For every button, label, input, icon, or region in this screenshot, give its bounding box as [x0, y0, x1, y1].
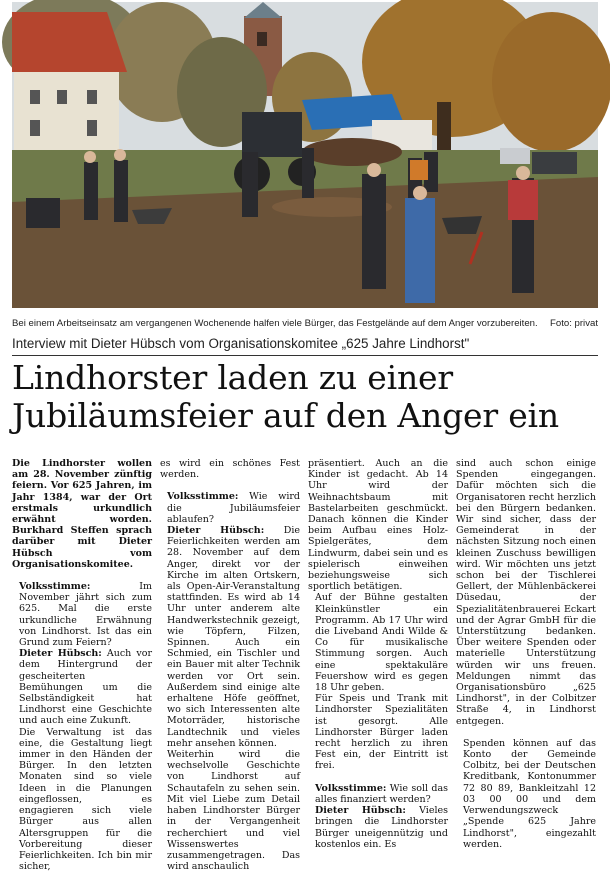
body-paragraph: Weiterhin wird die wechselvolle Geschichte von Lindhorst auf Schautafeln zu sehen sein. Mit viel Liebe zum Detail haben Lindhorster Bürger in der Vergangenheit recherchiert und viel Wissenswertes zusammengetragen. Das wird anschaulich	[167, 749, 300, 872]
question-text: Im November jährt sich zum 625. Mal die erste urkundliche Erwähnung von Lindhorst. Ist das ein Grund zum Feiern?	[19, 581, 152, 649]
answer-text: Auch vor dem Hintergrund der gescheiterten Bemühungen um die Selbständigkeit hat Lindhorst eine Geschichte und auch eine Zukunft.	[19, 648, 152, 727]
body-paragraph: Spenden können auf das Konto der Gemeinde Colbitz, bei der Deutschen Kreditbank, Kontonummer 72 80 89, Bankleitzahl 12 03 00 00 und dem Verwendungszweck „Spende 625 Jahre Lindhorst", eingezahlt werden.	[463, 737, 596, 850]
article-column-1	[12, 458, 152, 872]
article-column-4	[456, 458, 596, 850]
headline	[12, 359, 598, 435]
question-paragraph	[308, 783, 448, 805]
body-paragraph: es wird ein schönes Fest werden.	[160, 458, 300, 481]
question-text: Wie wird die Jubiläumsfeier ablaufen?	[167, 491, 300, 525]
answer-text: Die Feierlichkeiten werden am 28. November auf dem Anger, direkt vor der Kirche im alten Ortskern, als Open-Air-Veranstaltung stattfinden. Es wird ab 14 Uhr unter anderem alte Handwerkstechnik gezeigt, wie Töpfern, Filzen, Spinnen. Auch ein Schmied, ein Tischler und ein Bauer mit alter Technik werden vor Ort sein. Außerdem sind einige alte erhaltene Höfe geöffnet, wo sich Interessenten alte Motorräder, historische Landtechnik und vieles mehr ansehen können.	[167, 525, 300, 749]
speaker-label: Volksstimme:	[167, 491, 239, 503]
article-column-3	[308, 458, 448, 850]
caption-text: Bei einem Arbeitseinsatz am vergangenen Wochenende halfen viele Bürger, das Festgelände auf dem Anger vorzubereiten.	[12, 318, 538, 329]
speaker-label: Volksstimme:	[315, 782, 387, 794]
body-paragraph: präsentiert. Auch an die Kinder ist gedacht. Ab 14 Uhr wird der Weihnachtsbaum mit Bastelarbeiten geschmückt. Danach können die Kinder beim Aufbau eines Holz-Spielgerätes, dem Lindwurm, dabei sein und es spielerisch einweihen beziehungsweise sich sportlich betätigen.	[308, 458, 448, 593]
photo-caption	[12, 318, 598, 332]
body-paragraph: Die Verwaltung ist das eine, die Gestaltung liegt immer in den Händen der Bürger. In den letzten Monaten sind so viele Ideen in die Planungen eingeflossen, es engagieren sich viele Bürger aus allen Altersgruppen für die Vorbereitung dieser Feierlichkeiten. Ich bin mir sicher,	[19, 726, 152, 872]
answer-text: Vieles bringen die Lindhorster Bürger uneigennützig und kostenlos ein. Es	[315, 805, 448, 850]
interview-kicker-text: Interview mit Dieter Hübsch vom Organisationskomitee „625 Jahre Lindhorst"	[12, 336, 470, 351]
interview-kicker	[12, 334, 598, 356]
question-paragraph	[160, 491, 300, 525]
photo-credit: Foto: privat	[550, 318, 598, 329]
article-lead: Die Lindhorster wollen am 28. November zünftig feiern. Vor 625 Jahren, im Jahr 1384, war der Ort erstmals urkundlich erwähnt worden. Burkhard Steffen sprach darüber mit Dieter Hübsch vom Organisationskomitee.	[12, 458, 152, 570]
article-column-2	[160, 458, 300, 872]
question-paragraph	[12, 581, 152, 648]
question-text: Wie soll das alles finanziert werden?	[315, 782, 448, 805]
body-paragraph: Für Speis und Trank mit Lindhorster Spezialitäten ist gesorgt. Alle Lindhorster Bürger laden recht herzlich zu ihren Fest ein, der Eintritt ist frei.	[315, 693, 448, 772]
article-body	[12, 458, 598, 872]
body-paragraph: Auf der Bühne gestalten Kleinkünstler ein Programm. Ab 17 Uhr wird die Liveband Andi Wilde & Co für musikalische Stimmung sorgen. Auch eine spektakuläre Feuershow wird es gegen 18 Uhr geben.	[315, 592, 448, 694]
body-paragraph: sind auch schon einige Spenden eingegangen. Dafür möchten sich die Organisatoren recht herzlich bei den Bürgern bedanken. Wir sind sicher, dass der Gemeinderat in der nächsten Sitzung noch einen kleinen Zuschuss bewilligen wird. Wir möchten uns jetzt schon bei der Tischlerei Gellert, der Mühlenbäckerei Düsedau, der Spezialitätenbrauerei Eckart und der Agrar GmbH für die Unterstützung bedanken. Über weitere Spenden oder materielle Unterstützung würden wir uns freuen. Meldungen nimmt das Organisationsbüro „625 Lindhorst", in der Colbitzer Straße 4, in Lindhorst entgegen.	[456, 458, 596, 727]
answer-paragraph	[12, 648, 152, 726]
speaker-label: Dieter Hübsch:	[19, 648, 102, 660]
event-photo	[12, 2, 598, 308]
answer-paragraph	[160, 525, 300, 749]
answer-paragraph	[308, 805, 448, 850]
speaker-label: Dieter Hübsch:	[167, 525, 265, 537]
speaker-label: Dieter Hübsch:	[315, 805, 406, 817]
headline-line-2: Jubiläumsfeier auf den Anger ein	[12, 396, 559, 435]
headline-line-1: Lindhorster laden zu einer	[12, 358, 453, 397]
photo-icon	[12, 2, 598, 308]
speaker-label: Volksstimme:	[19, 581, 91, 593]
